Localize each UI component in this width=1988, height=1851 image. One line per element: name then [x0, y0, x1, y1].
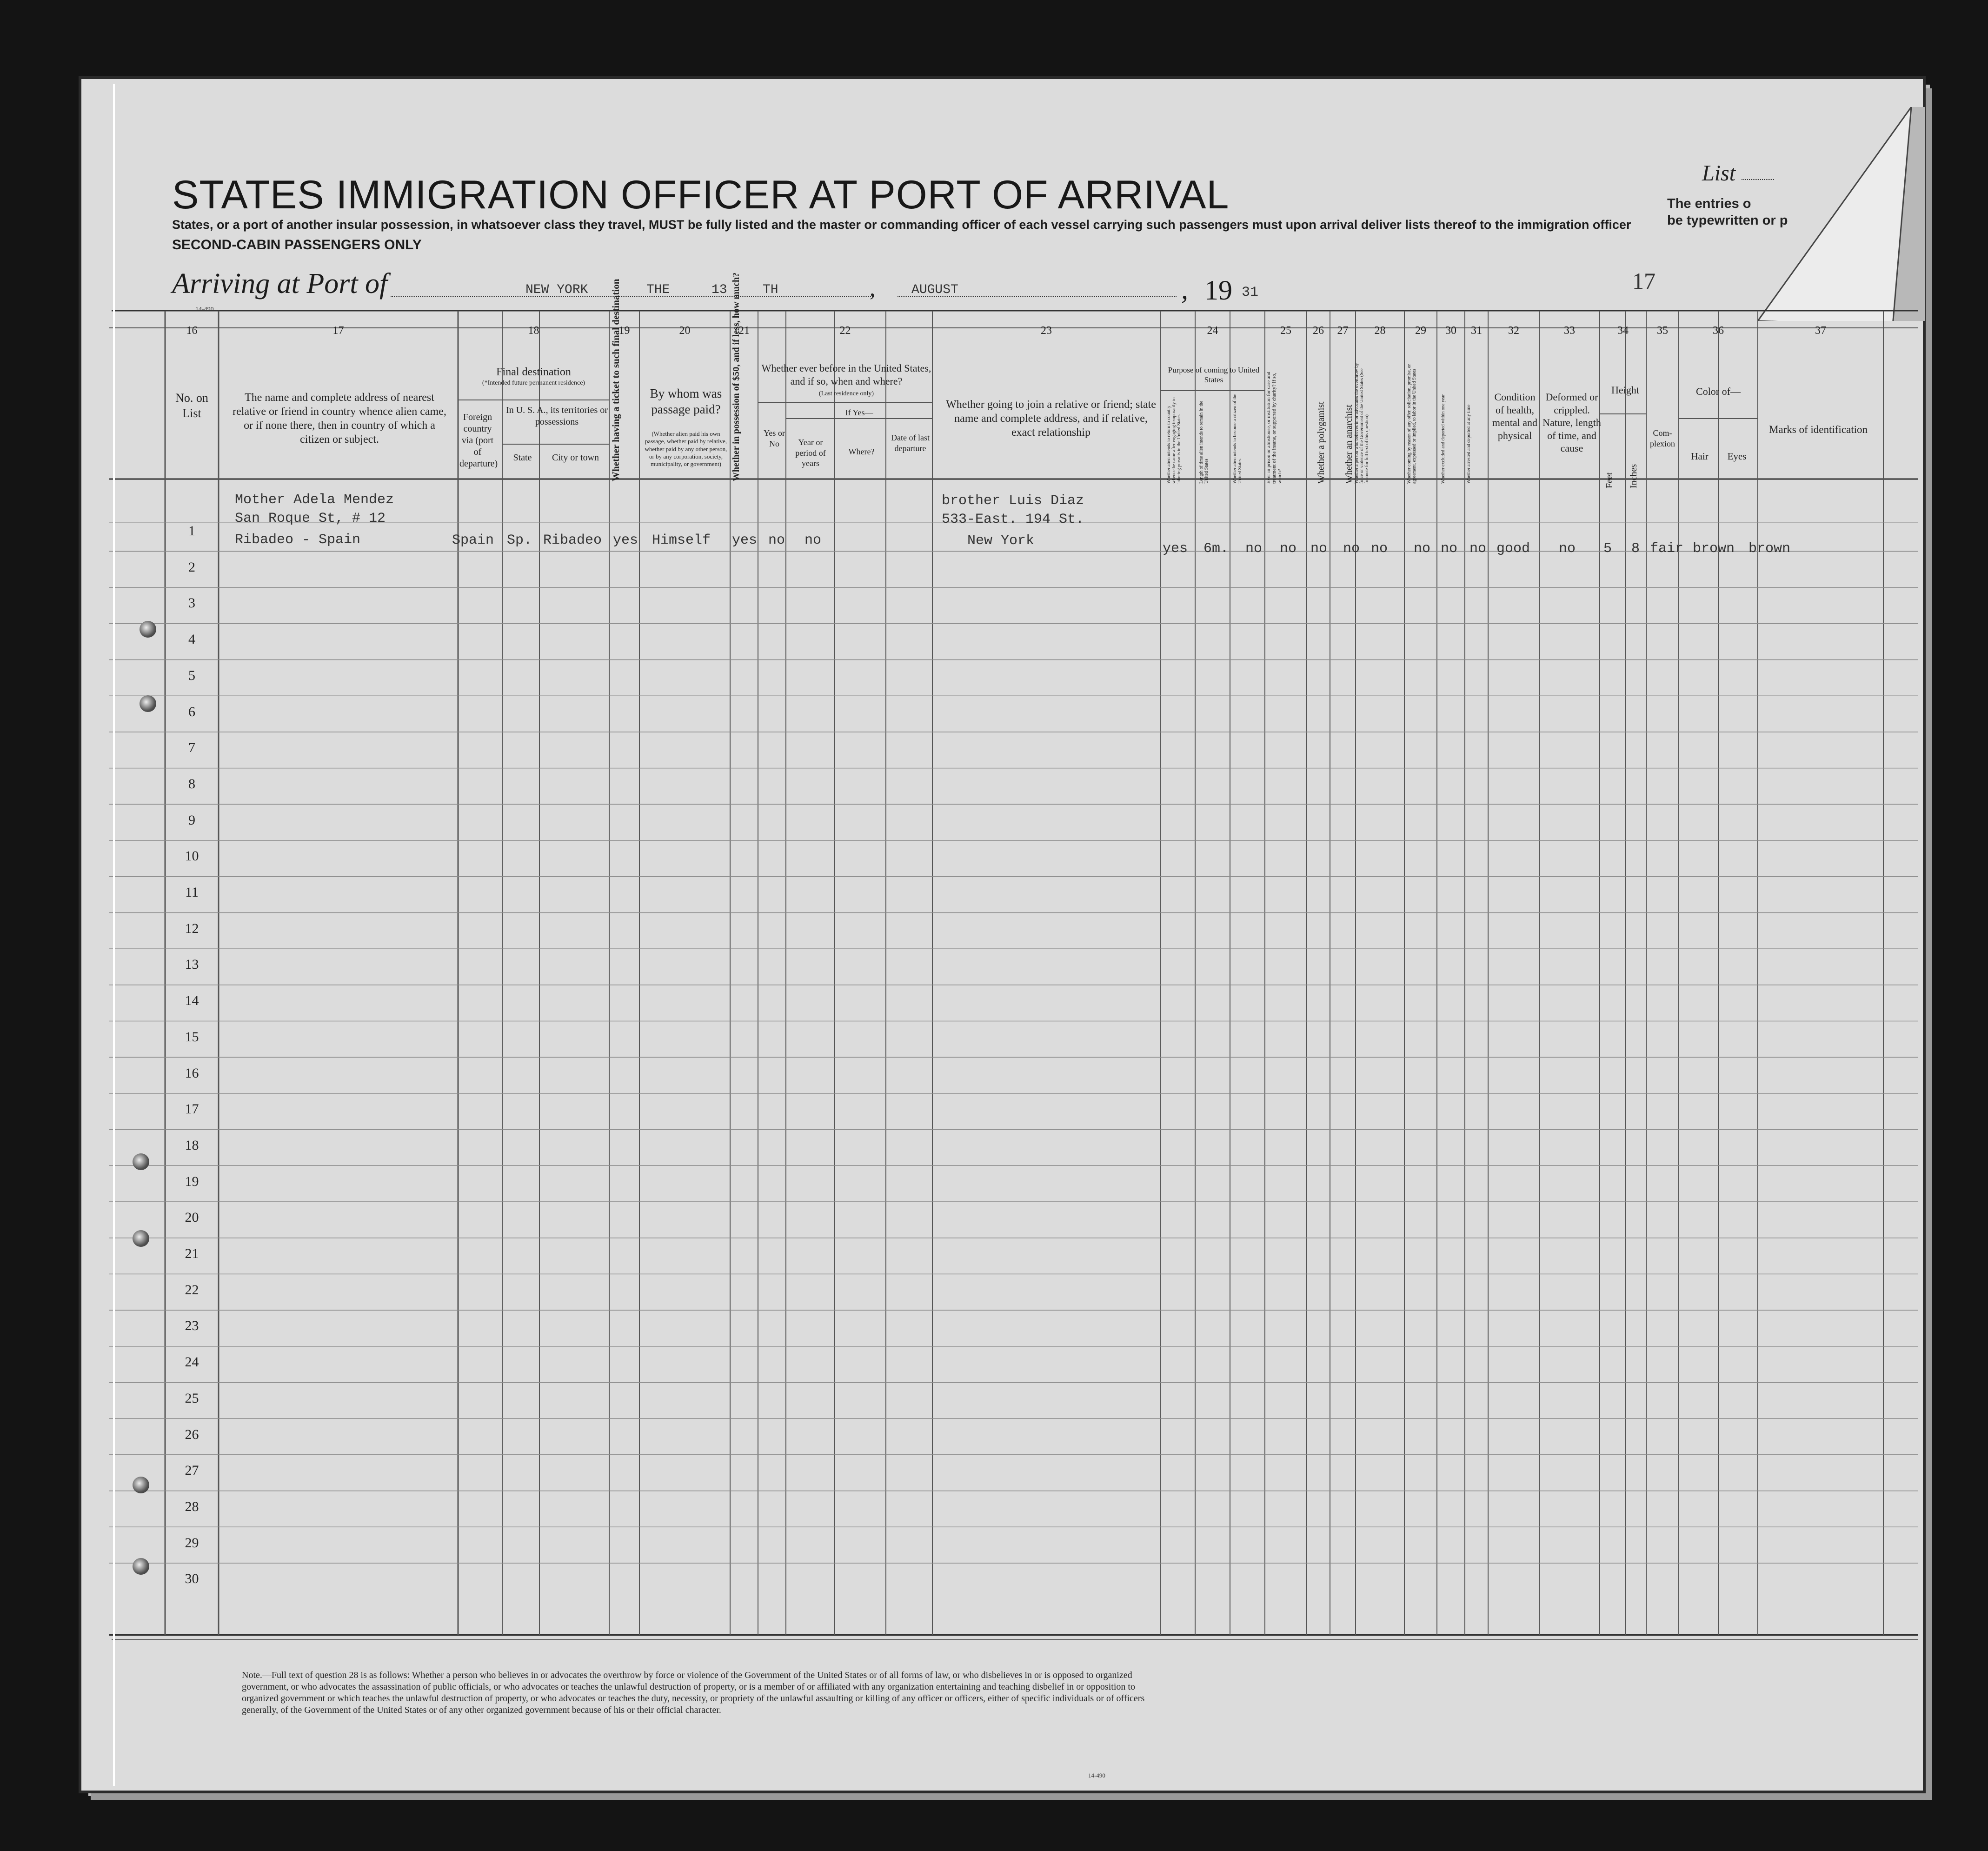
row-number: 19: [185, 1173, 199, 1189]
sheet-number: 17: [1632, 268, 1656, 294]
column-number: 33: [1564, 325, 1575, 337]
row-number: 3: [188, 595, 195, 611]
header-before-in-us: Whether ever before in the United States, and if so, when and where?: [761, 362, 931, 387]
passage-paid-value: Himself: [652, 533, 711, 548]
header-complexion: Com-plexion: [1650, 428, 1675, 448]
column-number: 26: [1313, 325, 1324, 337]
excluded-value: no: [1441, 541, 1458, 557]
row-number: 20: [185, 1210, 199, 1225]
row-number: 29: [185, 1535, 199, 1551]
row-number: 4: [188, 632, 195, 647]
header-final-destination: Final destination: [496, 366, 571, 378]
binder-hole: [133, 1230, 149, 1247]
eyes-value: brown: [1749, 541, 1791, 557]
hair-value: brown: [1693, 541, 1735, 557]
header-purpose-length: Length of time alien intends to remain in the United States: [1199, 400, 1209, 484]
money-value: yes: [732, 533, 758, 548]
header-height: Height: [1611, 384, 1639, 396]
relative-line-1: Mother Adela Mendez: [235, 492, 394, 508]
binder-hole: [140, 621, 156, 638]
column-number: 25: [1280, 325, 1291, 337]
row-number: 14: [185, 993, 199, 1009]
row-number: 22: [185, 1282, 199, 1298]
header-join-relative: Whether going to join a relative or friend; state name and complete address, and if relative, exact relationship: [946, 399, 1156, 439]
header-polygamist: Whether a polygamist: [1316, 401, 1326, 484]
header-before-sub: (Last residence only): [818, 390, 874, 397]
row-number: 10: [185, 848, 199, 864]
before-value: no: [768, 533, 785, 548]
state-value: Sp.: [507, 533, 532, 548]
polygamist-value: no: [1310, 541, 1328, 557]
column-number: 31: [1471, 325, 1482, 337]
row-number: 9: [188, 812, 195, 828]
header-health: Condition of health, mental and physical: [1492, 391, 1538, 441]
row-number: 25: [185, 1390, 199, 1406]
header-if-yes: If Yes—: [845, 408, 873, 417]
arriving-label: Arriving at Port of: [172, 268, 388, 300]
column-number: 24: [1207, 325, 1218, 337]
form-number-bottom: 14-490: [1088, 1772, 1105, 1779]
header-overthrow: Whether a person who believes in or advocates the overthrow by force or violence of the Government of the United States (See footnote for full text of this question): [1354, 363, 1370, 484]
header-passage-paid: By whom was passage paid?: [650, 386, 722, 416]
column-number: 18: [528, 325, 539, 337]
row-number: 28: [185, 1498, 199, 1514]
column-number: 29: [1415, 325, 1426, 337]
header-foreign-country: Foreign country via (port of departure)—: [459, 412, 498, 480]
header-passage-paid-sub: (Whether alien paid his own passage, whether paid by relative, whether paid by any other person, or by any corporation, society, municipality, or government): [645, 430, 727, 467]
inches-value: 8: [1631, 541, 1640, 557]
header-purpose: Purpose of coming to United States: [1168, 366, 1260, 385]
join-line-1: brother Luis Diaz: [942, 493, 1084, 509]
header-purpose-return: Whether alien intends to return to country whence he came after engaging temporarily in laboring pursuits in the United States: [1166, 397, 1182, 484]
column-number: 19: [618, 325, 630, 337]
column-number: 23: [1041, 325, 1052, 337]
day-value: 13: [711, 283, 727, 297]
overthrow-value: no: [1371, 541, 1388, 557]
column-number: 22: [839, 325, 851, 337]
column-number: 16: [186, 325, 198, 337]
header-prison: Ever in prison or almshouse, or institution for care and treatment of the insane, or supported by charity? If so, which?: [1266, 372, 1283, 484]
health-value: good: [1496, 541, 1530, 557]
citizen-value: no: [1245, 541, 1263, 557]
header-eyes: Eyes: [1727, 451, 1747, 462]
day-suffix: TH: [763, 283, 778, 297]
row-number: 16: [185, 1065, 199, 1081]
column-number: 35: [1657, 325, 1668, 337]
form-number-top: 14-490: [195, 306, 214, 313]
column-number: 37: [1815, 325, 1826, 337]
header-period: Year or period of years: [795, 438, 826, 468]
length-stay-value: 6m.: [1203, 541, 1229, 557]
the-label: THE: [646, 283, 670, 297]
row-number: 7: [188, 740, 195, 756]
header-where: Where?: [848, 447, 875, 456]
header-hair: Hair: [1691, 451, 1709, 462]
header-city: City or town: [552, 453, 599, 463]
relative-line-3: Ribadeo - Spain: [235, 532, 361, 548]
row-number: 26: [185, 1426, 199, 1442]
row-number: 1: [188, 523, 195, 539]
deported-value: no: [1469, 541, 1487, 557]
city-value: Ribadeo: [543, 533, 602, 548]
column-number: 17: [332, 325, 344, 337]
header-color: Color of—: [1696, 386, 1741, 397]
comma-mark: ,: [870, 275, 876, 301]
header-ticket: Whether having a ticket to such final destination: [610, 279, 621, 481]
row-number: 12: [185, 920, 199, 936]
binder-hole: [133, 1153, 149, 1170]
column-number: 28: [1374, 325, 1386, 337]
header-excluded: Whether excluded and deported within one year: [1441, 394, 1446, 484]
comma-mark-2: ,: [1181, 274, 1188, 305]
foreign-country-value: Spain: [452, 533, 494, 548]
binder-hole: [133, 1558, 149, 1575]
row-number: 27: [185, 1463, 199, 1478]
row-number: 21: [185, 1246, 199, 1261]
column-number: 32: [1508, 325, 1519, 337]
header-relative: The name and complete address of nearest relative or friend in country whence alien came, or if none there, then in country of which a citizen or subject.: [233, 392, 446, 446]
anarchist-value: no: [1343, 541, 1360, 557]
page-title: STATES IMMIGRATION OFFICER AT PORT OF ARRIVAL: [172, 173, 1230, 217]
row-number: 17: [185, 1101, 199, 1117]
column-number: 27: [1337, 325, 1349, 337]
entries-note: The entries o be typewritten or p: [1667, 196, 1788, 228]
list-label: List: [1702, 161, 1736, 186]
row-number: 30: [185, 1571, 199, 1587]
header-deformed: Deformed or crippled. Nature, length of time, and cause: [1543, 391, 1601, 454]
join-line-3: New York: [967, 533, 1035, 549]
instructions-text: States, or a port of another insular possession, in whatsoever class they travel, MUST be fully listed and the master or commanding officer of each vessel carrying such passengers must upon arrival deliver lists thereof to the immigration officer: [172, 218, 1631, 232]
row-number: 24: [185, 1354, 199, 1370]
complexion-value: fair: [1650, 541, 1684, 557]
header-labor-offer: Whether coming by reason of any offer, solicitation, promise, or agreement, expressed or implied, to labor in the United States: [1407, 364, 1417, 484]
header-inches: Inches: [1629, 464, 1639, 488]
relative-line-2: San Roque St, # 12: [235, 511, 386, 526]
feet-value: 5: [1603, 541, 1612, 557]
header-anarchist: Whether an anarchist: [1344, 405, 1354, 484]
year-prefix: 19: [1204, 275, 1232, 306]
return-intent-value: yes: [1163, 541, 1188, 557]
binder-hole: [140, 695, 156, 712]
header-yes-no: Yes or No: [764, 428, 785, 448]
passenger-class: SECOND-CABIN PASSENGERS ONLY: [172, 237, 422, 253]
header-usa: In U. S. A., its territories or possessions: [506, 405, 608, 427]
row-number: 5: [188, 667, 195, 683]
column-number: 21: [738, 325, 750, 337]
binder-hole: [133, 1477, 149, 1493]
column-number: 20: [679, 325, 691, 337]
header-feet: Feet: [1604, 472, 1615, 488]
before-period-value: no: [805, 533, 822, 548]
deformed-value: no: [1559, 541, 1576, 557]
header-no-on-list: No. on List: [175, 391, 208, 420]
row-number: 8: [188, 776, 195, 792]
row-number: 11: [185, 885, 199, 900]
header-state: State: [513, 453, 532, 463]
column-number: 34: [1617, 325, 1629, 337]
header-money: Whether in possession of $50, and if less, how much?: [731, 272, 741, 481]
row-number: 13: [185, 957, 199, 972]
row-number: 2: [188, 559, 195, 575]
header-deported: Whether arrested and deported at any time: [1466, 405, 1471, 484]
port-value: NEW YORK: [525, 283, 588, 297]
labor-offer-value: no: [1414, 541, 1431, 557]
row-number: 15: [185, 1029, 199, 1045]
header-purpose-citizen: Whether alien intends to become a citizen of the United States: [1232, 393, 1243, 484]
header-marks: Marks of identification: [1769, 424, 1868, 435]
join-line-2: 533-East. 194 St.: [942, 512, 1084, 527]
month-value: AUGUST: [911, 283, 958, 297]
header-last-departure: Date of last departure: [891, 433, 930, 453]
footnote: Note.—Full text of question 28 is as follows: Whether a person who believes in or advocates the overthrow by force or violence of the Government of the United States or of all forms of law, or who disbelieves in or is opposed to organized government, or who advocates the assassination of public officials, or who advocates or teaches the unlawful destruction of property, or is a member of or affiliated with any organization entertaining and teaching disbelief in or opposition to organized government or which teaches the unlawful destruction of property, or who advocates or teaches the duty, necessity, or propriety of the unlawful assaulting or killing of any officer or officers, either of specific individuals or of officers generally, of the Government of the United States or of any other organized government because of his or their official character.: [242, 1670, 1145, 1715]
column-number: 30: [1445, 325, 1456, 337]
year-suffix: 31: [1242, 285, 1259, 300]
row-number: 18: [185, 1137, 199, 1153]
header-final-destination-sub: (*Intended future permanent residence): [482, 380, 585, 386]
row-number: 6: [188, 704, 195, 719]
ticket-value: yes: [613, 533, 638, 548]
prison-value: no: [1280, 541, 1297, 557]
column-number: 36: [1713, 325, 1724, 337]
row-number: 23: [185, 1318, 199, 1334]
